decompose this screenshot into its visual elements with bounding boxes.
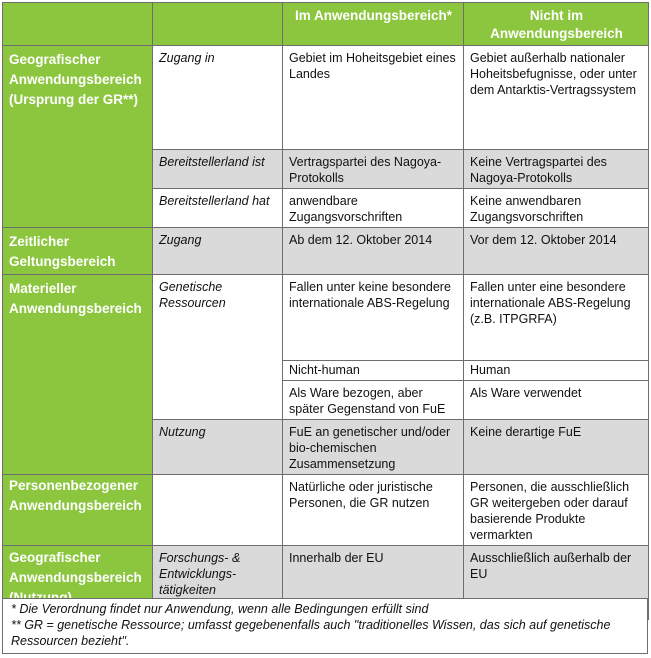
criterion-cell: Zugang in xyxy=(153,46,283,150)
header-in-scope: Im Anwendungsbereich* xyxy=(283,3,464,46)
out-of-scope-cell: Personen, die ausschließlich GR weitergeben oder darauf basierende Produkte vermarkten xyxy=(464,475,649,546)
in-scope-cell: anwendbare Zugangsvorschriften xyxy=(283,189,464,228)
category-personal: Personenbezogener Anwendungsbereich xyxy=(3,475,153,546)
in-scope-cell: Gebiet im Hoheitsgebiet eines Landes xyxy=(283,46,464,150)
footnote-conditions: * Die Verordnung findet nur Anwendung, wenn alle Bedingungen erfüllt sind xyxy=(11,602,429,616)
out-of-scope-cell: Fallen unter eine besondere internationale ABS-Regelung (z.B. ITPGRFA) xyxy=(464,275,649,361)
criterion-cell: Genetische Ressourcen xyxy=(153,275,283,420)
table-row xyxy=(3,46,649,150)
category-temporal: Zeitlicher Geltungsbereich xyxy=(3,228,153,275)
table-row xyxy=(3,475,649,546)
in-scope-cell: Natürliche oder juristische Personen, die GR nutzen xyxy=(283,475,464,546)
footnotes xyxy=(2,598,648,654)
in-scope-cell: Fallen unter keine besondere internationale ABS-Regelung xyxy=(283,275,464,361)
category-material: Materieller Anwendungsbereich xyxy=(3,275,153,475)
out-of-scope-cell: Als Ware verwendet xyxy=(464,381,649,420)
footnote-gr-definition: ** GR = genetische Ressource; umfasst gegebenenfalls auch "traditionelles Wissen, das sich auf genetische Ressourcen bezieht". xyxy=(11,618,611,648)
criterion-cell: Nutzung xyxy=(153,420,283,475)
criterion-cell: Zugang xyxy=(153,228,283,275)
category-geo-origin: Geografischer Anwendungsbereich (Ursprung der GR**) xyxy=(3,46,153,228)
in-scope-cell: Nicht-human xyxy=(283,361,464,381)
header-blank-2 xyxy=(153,3,283,46)
criterion-cell: Forschungs- & Entwicklungs-tätigkeiten xyxy=(153,546,283,620)
out-of-scope-cell: Keine derartige FuE xyxy=(464,420,649,475)
in-scope-cell: Vertragspartei des Nagoya-Protokolls xyxy=(283,150,464,189)
header-row xyxy=(3,3,649,46)
in-scope-cell: Als Ware bezogen, aber später Gegenstand von FuE xyxy=(283,381,464,420)
criterion-cell xyxy=(153,475,283,546)
header-out-of-scope: Nicht im Anwendungsbereich xyxy=(464,3,649,46)
out-of-scope-cell: Keine anwendbaren Zugangsvorschriften xyxy=(464,189,649,228)
table-row xyxy=(3,275,649,361)
out-of-scope-cell: Ausschließlich außerhalb der EU xyxy=(464,546,649,620)
in-scope-cell: Ab dem 12. Oktober 2014 xyxy=(283,228,464,275)
in-scope-cell: FuE an genetischer und/oder bio-chemischen Zusammensetzung xyxy=(283,420,464,475)
scope-table xyxy=(2,2,649,620)
in-scope-cell: Innerhalb der EU xyxy=(283,546,464,620)
out-of-scope-cell: Vor dem 12. Oktober 2014 xyxy=(464,228,649,275)
category-geo-use: Geografischer Anwendungsbereich xyxy=(3,546,153,620)
out-of-scope-cell: Gebiet außerhalb nationaler Hoheitsbefugnisse, oder unter dem Antarktis-Vertragssystem xyxy=(464,46,649,150)
table-row xyxy=(3,228,649,275)
out-of-scope-cell: Keine Vertragspartei des Nagoya-Protokolls xyxy=(464,150,649,189)
header-blank-1 xyxy=(3,3,153,46)
criterion-cell: Bereitstellerland hat xyxy=(153,189,283,228)
out-of-scope-cell: Human xyxy=(464,361,649,381)
criterion-cell: Bereitstellerland ist xyxy=(153,150,283,189)
